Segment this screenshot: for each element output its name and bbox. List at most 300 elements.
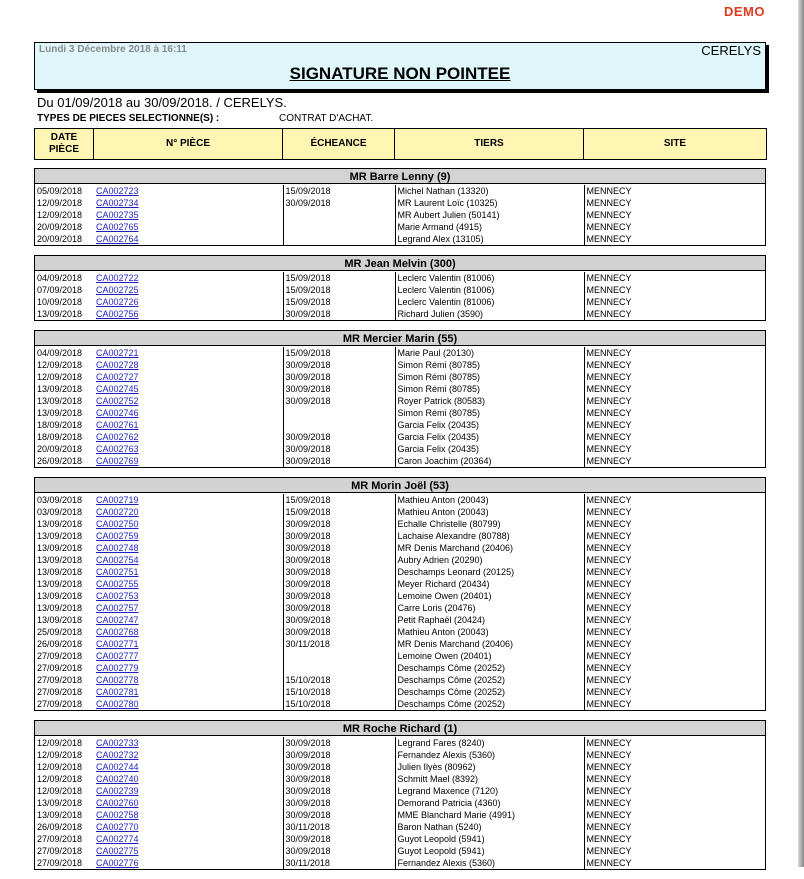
table-row: [35, 833, 767, 845]
table-row: [35, 209, 767, 221]
row-site: MENNECY: [584, 284, 767, 296]
row-date: 12/09/2018: [37, 750, 83, 760]
row-date: 27/09/2018: [37, 699, 83, 709]
row-tiers: Lemoine Owen (20401): [395, 650, 584, 662]
row-date: 13/09/2018: [37, 309, 83, 319]
column-echeance: ÉCHEANCE: [283, 129, 395, 160]
row-piece-link[interactable]: CA002739: [96, 786, 139, 796]
row-tiers: Deschamps Côme (20252): [395, 674, 584, 686]
row-piece-link[interactable]: CA002725: [96, 285, 139, 295]
row-echeance: 15/09/2018: [283, 296, 395, 308]
row-site: MENNECY: [584, 197, 767, 209]
table-row: [35, 590, 767, 602]
row-tiers: Baron Nathan (5240): [395, 821, 584, 833]
group-rows-table: [35, 347, 767, 467]
row-site: MENNECY: [584, 809, 767, 821]
row-echeance: 15/09/2018: [283, 347, 395, 359]
row-site: MENNECY: [584, 272, 767, 284]
row-site: MENNECY: [584, 308, 767, 320]
column-piece: N° PIÈCE: [94, 129, 283, 160]
table-row: [35, 674, 767, 686]
row-site: MENNECY: [584, 821, 767, 833]
row-date: 12/09/2018: [37, 774, 83, 784]
row-piece-link[interactable]: CA002721: [96, 348, 139, 358]
row-echeance: [283, 419, 395, 431]
row-piece-link[interactable]: CA002748: [96, 543, 139, 553]
row-piece-link[interactable]: CA002727: [96, 372, 139, 382]
table-row: [35, 506, 767, 518]
row-date: 03/09/2018: [37, 495, 83, 505]
column-date: [35, 129, 94, 160]
row-tiers: Deschamps Côme (20252): [395, 698, 584, 710]
row-piece-link[interactable]: CA002732: [96, 750, 139, 760]
piece-types-value: CONTRAT D'ACHAT.: [279, 113, 374, 124]
row-piece-link[interactable]: CA002746: [96, 408, 139, 418]
row-date: 13/09/2018: [37, 408, 83, 418]
row-tiers: MR Denis Marchand (20406): [395, 542, 584, 554]
row-echeance: [283, 662, 395, 674]
row-echeance: 15/09/2018: [283, 506, 395, 518]
row-date: 13/09/2018: [37, 591, 83, 601]
row-echeance: 30/09/2018: [283, 845, 395, 857]
row-echeance: 30/09/2018: [283, 833, 395, 845]
row-date: 12/09/2018: [37, 762, 83, 772]
row-piece-link[interactable]: CA002752: [96, 396, 139, 406]
row-tiers: Simon Rémi (80785): [395, 371, 584, 383]
row-site: MENNECY: [584, 845, 767, 857]
row-tiers: Legrand Fares (8240): [395, 737, 584, 749]
table-row: [35, 419, 767, 431]
table-row: [35, 431, 767, 443]
row-piece-link[interactable]: CA002769: [96, 456, 139, 466]
row-site: MENNECY: [584, 578, 767, 590]
row-site: MENNECY: [584, 566, 767, 578]
row-site: MENNECY: [584, 785, 767, 797]
row-echeance: 30/09/2018: [283, 371, 395, 383]
row-date: 10/09/2018: [37, 297, 83, 307]
row-site: MENNECY: [584, 590, 767, 602]
row-echeance: 30/09/2018: [283, 761, 395, 773]
group-section: [34, 477, 766, 711]
group-body: [34, 271, 766, 321]
row-site: MENNECY: [584, 419, 767, 431]
table-row: [35, 626, 767, 638]
table-row: [35, 578, 767, 590]
report-period: Du 01/09/2018 au 30/09/2018. / CERELYS.: [37, 95, 287, 110]
row-site: MENNECY: [584, 602, 767, 614]
row-piece-link[interactable]: CA002720: [96, 507, 139, 517]
row-site: MENNECY: [584, 761, 767, 773]
row-piece-link[interactable]: CA002777: [96, 651, 139, 661]
table-row: [35, 296, 767, 308]
row-echeance: 30/09/2018: [283, 395, 395, 407]
row-piece-link[interactable]: CA002781: [96, 687, 139, 697]
column-date-label: DATE PIÈCE: [48, 132, 79, 155]
row-tiers: Fernandez Alexis (5360): [395, 857, 584, 869]
row-site: MENNECY: [584, 383, 767, 395]
row-tiers: Echalle Christelle (80799): [395, 518, 584, 530]
row-site: MENNECY: [584, 395, 767, 407]
row-tiers: Simon Rémi (80785): [395, 407, 584, 419]
row-piece-link[interactable]: CA002778: [96, 675, 139, 685]
row-piece-link[interactable]: CA002771: [96, 639, 139, 649]
row-tiers: Deschamps Côme (20252): [395, 662, 584, 674]
row-echeance: 15/09/2018: [283, 272, 395, 284]
row-piece-link[interactable]: CA002775: [96, 846, 139, 856]
table-row: [35, 455, 767, 467]
row-site: MENNECY: [584, 530, 767, 542]
group-rows-table: [35, 185, 767, 245]
row-piece-link[interactable]: CA002768: [96, 627, 139, 637]
table-row: [35, 602, 767, 614]
row-tiers: Leclerc Valentin (81006): [395, 272, 584, 284]
row-tiers: MR Denis Marchand (20406): [395, 638, 584, 650]
row-site: MENNECY: [584, 797, 767, 809]
row-echeance: 15/09/2018: [283, 494, 395, 506]
row-echeance: 15/10/2018: [283, 674, 395, 686]
table-row: [35, 845, 767, 857]
group-section: [34, 168, 766, 246]
row-tiers: Michel Nathan (13320): [395, 185, 584, 197]
report-title: SIGNATURE NON POINTEE: [289, 64, 511, 83]
row-piece-link[interactable]: CA002723: [96, 186, 139, 196]
row-date: 27/09/2018: [37, 834, 83, 844]
row-date: 04/09/2018: [37, 348, 83, 358]
row-date: 13/09/2018: [37, 810, 83, 820]
row-site: MENNECY: [584, 614, 767, 626]
table-row: [35, 662, 767, 674]
row-site: MENNECY: [584, 638, 767, 650]
row-tiers: Richard Julien (3590): [395, 308, 584, 320]
group-section: [34, 720, 766, 870]
row-tiers: Aubry Adrien (20290): [395, 554, 584, 566]
row-site: MENNECY: [584, 407, 767, 419]
row-piece-link[interactable]: CA002762: [96, 432, 139, 442]
row-piece-link[interactable]: CA002722: [96, 273, 139, 283]
row-piece-link[interactable]: CA002764: [96, 234, 139, 244]
row-tiers: Julien Ilyès (80962): [395, 761, 584, 773]
row-date: 20/09/2018: [37, 234, 83, 244]
row-echeance: 30/09/2018: [283, 785, 395, 797]
row-piece-link[interactable]: CA002728: [96, 360, 139, 370]
row-piece-link[interactable]: CA002765: [96, 222, 139, 232]
row-site: MENNECY: [584, 455, 767, 467]
row-date: 27/09/2018: [37, 675, 83, 685]
row-echeance: 30/09/2018: [283, 431, 395, 443]
row-date: 13/09/2018: [37, 384, 83, 394]
row-site: MENNECY: [584, 443, 767, 455]
row-echeance: [283, 221, 395, 233]
table-row: [35, 638, 767, 650]
row-tiers: Leclerc Valentin (81006): [395, 296, 584, 308]
report-date: Lundi 3 Décembre 2018 à 16:11: [39, 44, 187, 55]
row-site: MENNECY: [584, 296, 767, 308]
piece-types-label: TYPES DE PIECES SELECTIONNE(S) :: [37, 113, 220, 124]
report-sections: [34, 168, 766, 879]
row-tiers: Guyot Leopold (5941): [395, 833, 584, 845]
row-site: MENNECY: [584, 749, 767, 761]
row-site: MENNECY: [584, 626, 767, 638]
row-date: 13/09/2018: [37, 615, 83, 625]
row-echeance: 30/09/2018: [283, 590, 395, 602]
report-company: CERELYS: [701, 43, 761, 58]
group-header: MR Morin Joël (53): [34, 477, 766, 493]
row-site: MENNECY: [584, 431, 767, 443]
table-row: [35, 749, 767, 761]
row-piece-link[interactable]: CA002726: [96, 297, 139, 307]
row-date: 26/09/2018: [37, 822, 83, 832]
row-date: 13/09/2018: [37, 396, 83, 406]
row-piece-link[interactable]: CA002776: [96, 858, 139, 868]
row-echeance: 30/09/2018: [283, 542, 395, 554]
row-piece-link[interactable]: CA002734: [96, 198, 139, 208]
row-site: MENNECY: [584, 371, 767, 383]
row-tiers: MME Blanchard Marie (4991): [395, 809, 584, 821]
row-date: 12/09/2018: [37, 372, 83, 382]
row-tiers: Royer Patrick (80583): [395, 395, 584, 407]
row-piece-link[interactable]: CA002745: [96, 384, 139, 394]
table-row: [35, 542, 767, 554]
group-section: [34, 330, 766, 468]
row-piece-link[interactable]: CA002774: [96, 834, 139, 844]
row-echeance: 30/09/2018: [283, 554, 395, 566]
table-row: [35, 383, 767, 395]
row-date: 27/09/2018: [37, 663, 83, 673]
row-date: 20/09/2018: [37, 444, 83, 454]
row-echeance: 30/09/2018: [283, 797, 395, 809]
row-date: 12/09/2018: [37, 360, 83, 370]
row-tiers: Deschamps Leonard (20125): [395, 566, 584, 578]
row-echeance: 15/09/2018: [283, 284, 395, 296]
row-tiers: Mathieu Anton (20043): [395, 494, 584, 506]
row-date: 12/09/2018: [37, 198, 83, 208]
row-piece-link[interactable]: CA002761: [96, 420, 139, 430]
row-site: MENNECY: [584, 737, 767, 749]
row-site: MENNECY: [584, 554, 767, 566]
table-row: [35, 614, 767, 626]
row-date: 27/09/2018: [37, 846, 83, 856]
report-header: [34, 42, 766, 90]
row-echeance: 30/09/2018: [283, 614, 395, 626]
row-echeance: 30/11/2018: [283, 821, 395, 833]
table-row: [35, 284, 767, 296]
row-date: 13/09/2018: [37, 543, 83, 553]
row-site: MENNECY: [584, 347, 767, 359]
row-echeance: 30/09/2018: [283, 626, 395, 638]
group-header: MR Roche Richard (1): [34, 720, 766, 736]
table-row: [35, 857, 767, 869]
row-echeance: 30/09/2018: [283, 530, 395, 542]
row-tiers: Meyer Richard (20434): [395, 578, 584, 590]
row-piece-link[interactable]: CA002755: [96, 579, 139, 589]
row-site: MENNECY: [584, 506, 767, 518]
row-date: 26/09/2018: [37, 639, 83, 649]
row-echeance: [283, 407, 395, 419]
row-echeance: [283, 233, 395, 245]
row-piece-link[interactable]: CA002753: [96, 591, 139, 601]
table-row: [35, 233, 767, 245]
row-piece-link[interactable]: CA002756: [96, 309, 139, 319]
row-piece-link[interactable]: CA002747: [96, 615, 139, 625]
row-echeance: 30/09/2018: [283, 455, 395, 467]
row-piece-link[interactable]: CA002740: [96, 774, 139, 784]
row-date: 13/09/2018: [37, 579, 83, 589]
group-rows-table: [35, 737, 767, 869]
table-row: [35, 185, 767, 197]
row-piece-link[interactable]: CA002779: [96, 663, 139, 673]
row-tiers: Petit Raphaël (20424): [395, 614, 584, 626]
row-date: 03/09/2018: [37, 507, 83, 517]
table-row: [35, 371, 767, 383]
row-date: 12/09/2018: [37, 210, 83, 220]
row-echeance: 30/09/2018: [283, 773, 395, 785]
row-echeance: 30/11/2018: [283, 638, 395, 650]
row-date: 27/09/2018: [37, 858, 83, 868]
row-tiers: Demorand Patricia (4360): [395, 797, 584, 809]
group-body: [34, 346, 766, 468]
table-row: [35, 773, 767, 785]
row-date: 13/09/2018: [37, 567, 83, 577]
row-site: MENNECY: [584, 662, 767, 674]
row-site: MENNECY: [584, 698, 767, 710]
group-section: [34, 255, 766, 321]
row-echeance: 15/10/2018: [283, 686, 395, 698]
row-tiers: Garcia Felix (20435): [395, 431, 584, 443]
row-piece-link[interactable]: CA002763: [96, 444, 139, 454]
row-echeance: [283, 209, 395, 221]
row-site: MENNECY: [584, 857, 767, 869]
row-date: 25/09/2018: [37, 627, 83, 637]
group-body: [34, 184, 766, 246]
column-site: SITE: [584, 129, 767, 160]
table-row: [35, 221, 767, 233]
row-tiers: Garcia Felix (20435): [395, 443, 584, 455]
group-rows-table: [35, 272, 767, 320]
row-date: 20/09/2018: [37, 222, 83, 232]
table-row: [35, 359, 767, 371]
row-date: 27/09/2018: [37, 687, 83, 697]
row-echeance: 30/09/2018: [283, 383, 395, 395]
row-echeance: 30/09/2018: [283, 308, 395, 320]
row-date: 13/09/2018: [37, 519, 83, 529]
row-piece-link[interactable]: CA002757: [96, 603, 139, 613]
row-date: 13/09/2018: [37, 531, 83, 541]
group-rows-table: [35, 494, 767, 710]
row-piece-link[interactable]: CA002750: [96, 519, 139, 529]
row-piece-link[interactable]: CA002759: [96, 531, 139, 541]
group-header: MR Barre Lenny (9): [34, 168, 766, 184]
table-row: [35, 395, 767, 407]
row-site: MENNECY: [584, 833, 767, 845]
row-site: MENNECY: [584, 674, 767, 686]
table-row: [35, 821, 767, 833]
table-row: [35, 566, 767, 578]
row-echeance: 30/09/2018: [283, 443, 395, 455]
row-echeance: 30/09/2018: [283, 578, 395, 590]
table-row: [35, 686, 767, 698]
row-date: 13/09/2018: [37, 603, 83, 613]
row-date: 13/09/2018: [37, 555, 83, 565]
row-piece-link[interactable]: CA002735: [96, 210, 139, 220]
row-site: MENNECY: [584, 542, 767, 554]
row-date: 04/09/2018: [37, 273, 83, 283]
row-piece-link[interactable]: CA002719: [96, 495, 139, 505]
row-echeance: 30/09/2018: [283, 197, 395, 209]
row-site: MENNECY: [584, 233, 767, 245]
row-tiers: Deschamps Côme (20252): [395, 686, 584, 698]
group-body: [34, 736, 766, 870]
row-site: MENNECY: [584, 650, 767, 662]
row-echeance: 30/11/2018: [283, 857, 395, 869]
row-date: 12/09/2018: [37, 738, 83, 748]
row-tiers: Fernandez Alexis (5360): [395, 749, 584, 761]
table-row: [35, 650, 767, 662]
row-piece-link[interactable]: CA002751: [96, 567, 139, 577]
table-row: [35, 197, 767, 209]
row-site: MENNECY: [584, 209, 767, 221]
table-row: [35, 530, 767, 542]
group-header: MR Mercier Marin (55): [34, 330, 766, 346]
row-piece-link[interactable]: CA002744: [96, 762, 139, 772]
row-tiers: Lachaise Alexandre (80788): [395, 530, 584, 542]
row-site: MENNECY: [584, 494, 767, 506]
row-date: 18/09/2018: [37, 432, 83, 442]
table-row: [35, 809, 767, 821]
row-tiers: MR Aubert Julien (50141): [395, 209, 584, 221]
row-piece-link[interactable]: CA002733: [96, 738, 139, 748]
row-piece-link[interactable]: CA002780: [96, 699, 139, 709]
table-row: [35, 494, 767, 506]
row-echeance: [283, 650, 395, 662]
table-row: [35, 737, 767, 749]
row-echeance: 30/09/2018: [283, 566, 395, 578]
row-date: 26/09/2018: [37, 456, 83, 466]
row-piece-link[interactable]: CA002754: [96, 555, 139, 565]
table-row: [35, 518, 767, 530]
row-date: 13/09/2018: [37, 798, 83, 808]
row-tiers: Marie Paul (20130): [395, 347, 584, 359]
row-tiers: Lemoine Owen (20401): [395, 590, 584, 602]
column-header-table: [34, 128, 767, 160]
row-site: MENNECY: [584, 221, 767, 233]
table-row: [35, 554, 767, 566]
table-row: [35, 407, 767, 419]
row-tiers: Legrand Maxence (7120): [395, 785, 584, 797]
row-tiers: Simon Rémi (80785): [395, 359, 584, 371]
row-piece-link[interactable]: CA002758: [96, 810, 139, 820]
row-piece-link[interactable]: CA002770: [96, 822, 139, 832]
row-echeance: 15/10/2018: [283, 698, 395, 710]
row-tiers: Simon Rémi (80785): [395, 383, 584, 395]
table-row: [35, 785, 767, 797]
row-site: MENNECY: [584, 773, 767, 785]
row-tiers: Mathieu Anton (20043): [395, 626, 584, 638]
table-row: [35, 308, 767, 320]
demo-watermark: DEMO: [724, 4, 765, 19]
row-piece-link[interactable]: CA002760: [96, 798, 139, 808]
row-echeance: 15/09/2018: [283, 185, 395, 197]
table-row: [35, 272, 767, 284]
row-tiers: Guyot Leopold (5941): [395, 845, 584, 857]
row-tiers: Mathieu Anton (20043): [395, 506, 584, 518]
row-date: 12/09/2018: [37, 786, 83, 796]
row-site: MENNECY: [584, 686, 767, 698]
row-tiers: Carre Loris (20476): [395, 602, 584, 614]
row-tiers: Legrand Alex (13105): [395, 233, 584, 245]
group-body: [34, 493, 766, 711]
row-echeance: 30/09/2018: [283, 737, 395, 749]
row-tiers: MR Laurent Loïc (10325): [395, 197, 584, 209]
